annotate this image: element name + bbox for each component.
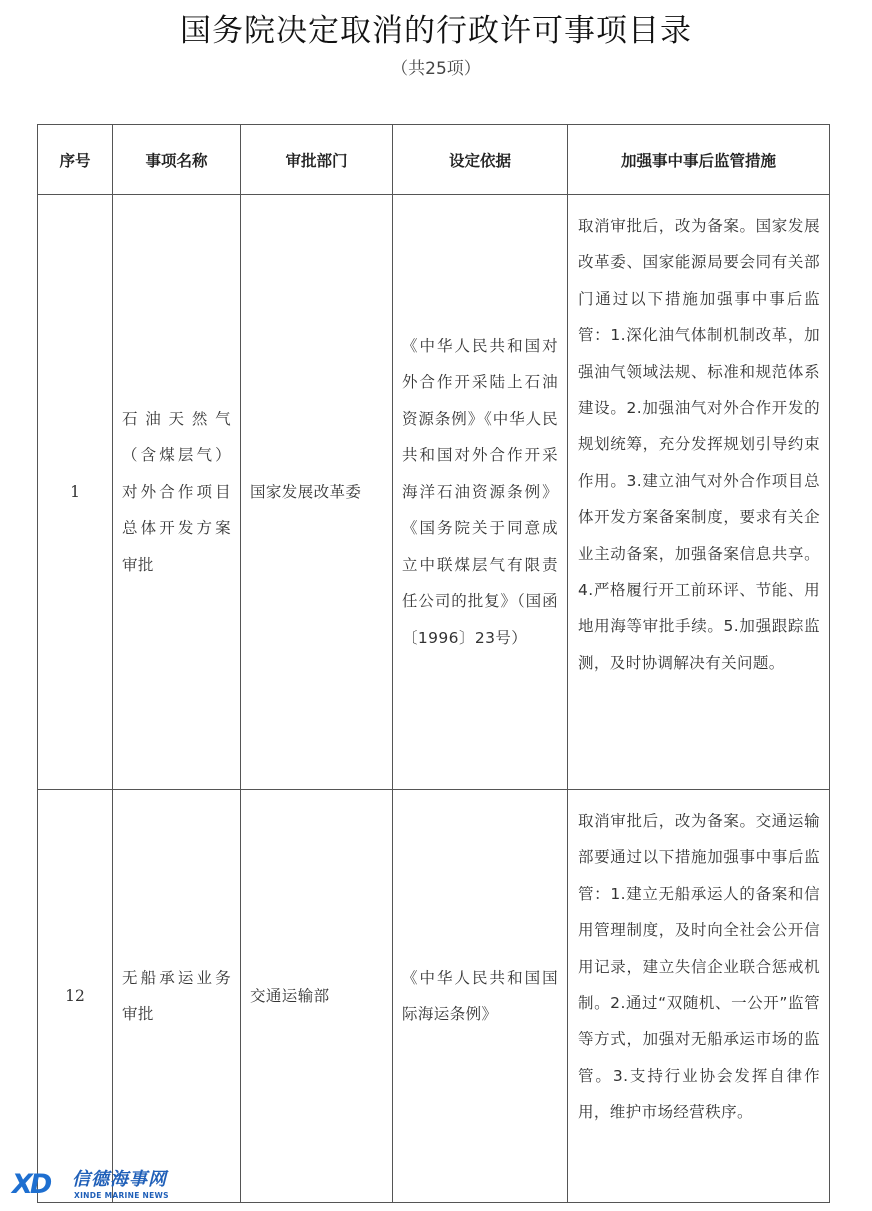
watermark-name: 信德海事网 [72,1169,167,1190]
row-basis [393,790,568,1203]
header-department: 审批部门 [241,125,393,195]
watermark-sub: XINDE MARINE NEWS [74,1191,169,1200]
department-text: 国家发展改革委 [250,482,362,501]
header-basis: 设定依据 [393,125,568,195]
row-department [241,195,393,790]
measures-text: 取消审批后，改为备案。交通运输部要通过以下措施加强事中事后监管：1.建立无船承运人的备案和信用管理制度，及时向全社会公开信用记录，建立失信企业联合惩戒机制。2.通过“双随机、一公开”监管等方式，加强对无船承运市场的监管。3.支持行业协会发挥自律作用，维护市场经营秩序。 [578,812,820,1122]
watermark-xd-icon: XD [12,1169,50,1200]
item-name-text: 石油天然气（含煤层气）对外合作项目总体开发方案审批 [122,409,231,574]
header-no: 序号 [38,125,113,195]
basis-text: 《中华人民共和国国际海运条例》 [402,968,558,1023]
row-measures [568,195,830,790]
watermark-logo [12,1170,172,1204]
row-no: 12 [38,790,113,1203]
department-text: 交通运输部 [250,986,330,1005]
table-row [38,195,830,790]
item-name-text: 无船承运业务审批 [122,968,231,1023]
row-basis [393,195,568,790]
row-measures [568,790,830,1203]
row-item-name [113,195,241,790]
row-no: 1 [38,195,113,790]
row-item-name [113,790,241,1203]
table-header-row [38,125,830,195]
table-row [38,790,830,1203]
header-name: 事项名称 [113,125,241,195]
header-measures: 加强事中事后监管措施 [568,125,830,195]
page-title: 国务院决定取消的行政许可事项目录 [180,13,692,49]
page-subtitle: （共25项） [391,59,481,79]
basis-text: 《中华人民共和国对外合作开采陆上石油资源条例》《中华人民共和国对外合作开采海洋石油资源条例》《国务院关于同意成立中联煤层气有限责任公司的批复》（国函〔1996〕23号） [402,336,558,647]
row-department [241,790,393,1203]
items-table [37,124,830,1203]
measures-text: 取消审批后，改为备案。国家发展改革委、国家能源局要会同有关部门通过以下措施加强事中事后监管：1.深化油气体制机制改革，加强油气领域法规、标准和规范体系建设。2.加强油气对外合作开发的规划统筹，充分发挥规划引导约束作用。3.建立油气对外合作项目总体开发方案备案制度，要求有关企业主动备案，加强备案信息共享。4.严格履行开工前环评、节能、用地用海等审批手续。5.加强跟踪监测，及时协调解决有关问题。 [578,217,820,672]
